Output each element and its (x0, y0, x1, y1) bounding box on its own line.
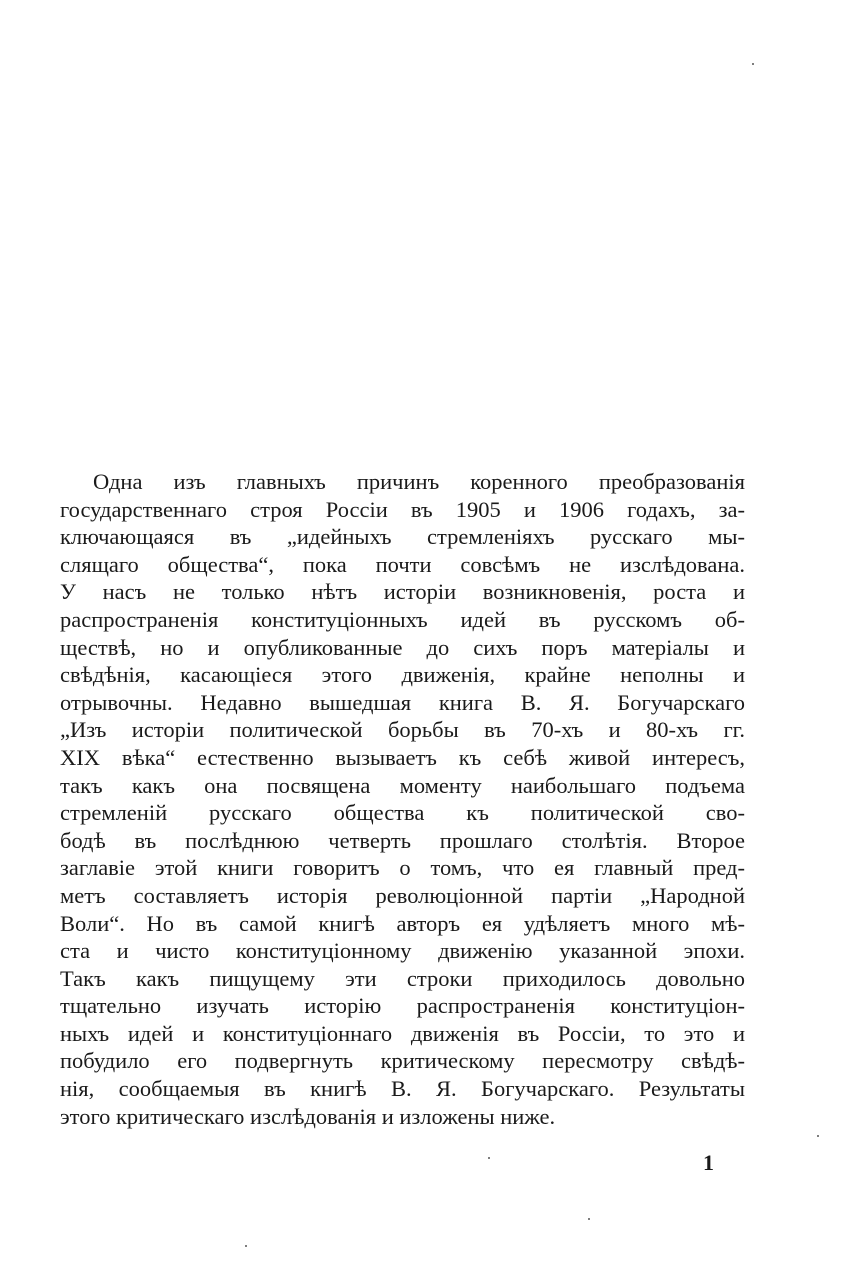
text-line: распространенія конституціонныхъ идей въ русскомъ об- (60, 606, 745, 632)
text-line: ключающаяся въ „идейныхъ стремленіяхъ русскаго мы- (60, 524, 745, 550)
text-line: Воли“. Но въ самой книгѣ авторъ ея удѣляетъ много мѣ- (60, 910, 745, 936)
text-line: побудило его подвергнуть критическому пересмотру свѣдѣ- (60, 1048, 745, 1074)
text-line: такъ какъ она посвящена моменту наибольшаго подъема (60, 772, 745, 798)
text-line: заглавіе этой книги говоритъ о томъ, что ея главный пред- (60, 855, 745, 881)
text-line: бодѣ въ послѣднюю четверть прошлаго столѣтія. Второе (60, 827, 745, 853)
text-line: нія, сообщаемыя въ книгѣ В. Я. Богучарскаго. Результаты (60, 1076, 745, 1102)
text-line: ществѣ, но и опубликованные до сихъ поръ матеріалы и (60, 634, 745, 660)
text-line: Одна изъ главныхъ причинъ коренного преобразованія (93, 469, 745, 494)
text-line: ста и чисто конституціонному движенію указанной эпохи. (60, 938, 745, 964)
scan-speck (752, 63, 754, 65)
text-line: метъ составляетъ исторія революціонной партіи „Народной (60, 882, 745, 908)
text-line: „Изъ исторіи политической борьбы въ 70-хъ и 80-хъ гг. (60, 717, 745, 743)
text-line: ныхъ идей и конституціоннаго движенія въ Россіи, то это и (60, 1020, 745, 1046)
text-line: свѣдѣнія, касающіеся этого движенія, крайне неполны и (60, 662, 745, 688)
text-line: XIX вѣка“ естественно вызываетъ къ себѣ живой интересъ, (60, 744, 745, 770)
body-paragraph (60, 468, 745, 1130)
text-line: этого критическаго изслѣдованія и изложены ниже. (60, 1103, 556, 1129)
text-line: стремленій русскаго общества къ политической сво- (60, 800, 745, 826)
text-line: У насъ не только нѣтъ исторіи возникновенія, роста и (60, 579, 745, 605)
text-line: отрывочны. Недавно вышедшая книга В. Я. Богучарскаго (60, 689, 745, 715)
scan-speck (817, 1135, 819, 1137)
scan-speck (488, 1157, 490, 1159)
scan-speck (245, 1245, 247, 1247)
text-line: тщательно изучать исторію распространенія конституціон- (60, 993, 745, 1019)
text-line: государственнаго строя Россіи въ 1905 и 1906 годахъ, за- (60, 496, 745, 522)
text-line: слящаго общества“, пока почти совсѣмъ не изслѣдована. (60, 551, 745, 577)
page-number: 1 (703, 1150, 714, 1175)
text-line: Такъ какъ пищущему эти строки приходилось довольно (60, 965, 745, 991)
scan-speck (588, 1218, 590, 1220)
